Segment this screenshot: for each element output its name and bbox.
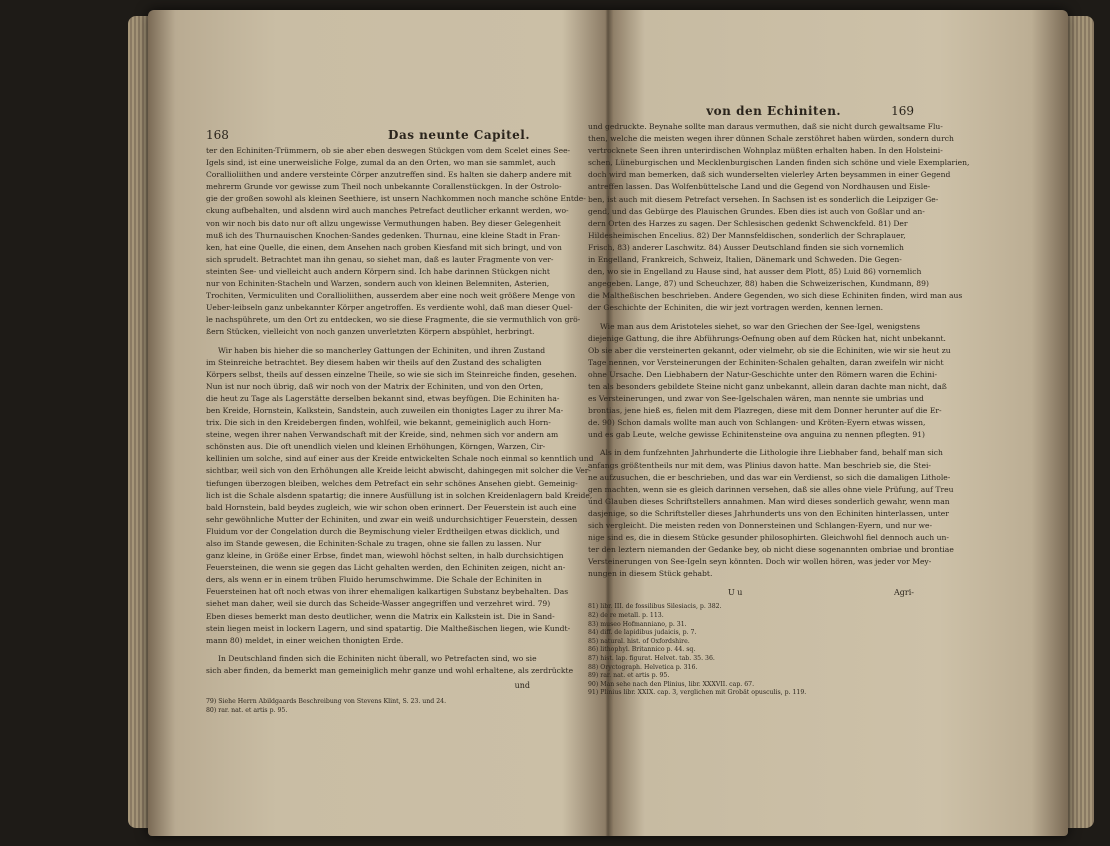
text-line: ne aufzusuchen, die er beschrieben, und das war ein Verdienst, so sich die damaligen Lithole-: [588, 472, 951, 482]
footnote: 86) lithophyl. Britannico p. 44. sq.: [588, 646, 696, 654]
footnote: 87) hist. lap. figurat. Helvet. tab. 35. 36.: [588, 655, 715, 663]
text-line: ckung aufbehalten, und alsdenn wird auch manches Petrefact deutlicher erkannt werden, wo-: [206, 206, 569, 216]
footnote: 88) Oryctograph. Helvetica p. 316.: [588, 663, 698, 671]
text-line: de. 90) Schon damals wollte man auch von Schlangen- und Kröten-Eyern etwas wissen,: [588, 418, 926, 428]
signature-mark: U u: [728, 588, 743, 598]
text-line: stein liegen meist in lockern Lagern, und sind spatartig. Die Maltheßischen liegen, wie Kundt-: [206, 623, 571, 633]
text-line: dern Orten des Harzes zu sagen. Der Schlesischen gedenkt Schwenckfeld. 81) Der: [588, 218, 908, 228]
text-line: Wir haben bis hieher die so mancherley Gattungen der Echiniten, und ihren Zustand: [218, 345, 546, 355]
text-line: Feuersteinen hat oft noch etwas von ihrer ehemaligen kalkartigen Substanz beybehalten. Das: [206, 587, 569, 597]
text-line: nige sind es, die in diesem Stücke gesunder philosophirten. Gleichwohl fiel dennoch auch un-: [588, 533, 949, 543]
footnote: 85) natural. hist. of Oxfordshire.: [588, 637, 690, 645]
text-line: mehrerm Grunde vor gewisse zum Theil noch unbekannte Corallenstückgen. In der Ostrolo-: [206, 182, 562, 192]
footnote: 90) Man sehe nach den Plinius, libr. XXXVII. cap. 67.: [588, 680, 755, 688]
right-page-body: [588, 121, 970, 580]
text-line: von wir noch bis dato nur oft allzu ungewisse Vermuthungen haben. Bey dieser Gelegenheit: [206, 218, 561, 228]
left-footnotes: [206, 698, 530, 715]
text-line: und es gab Leute, welche gewisse Echinitensteine ova anguina zu nennen pflegten. 91): [588, 430, 925, 440]
text-line: ßern Stücken, vielleicht von noch ganzen unverletzten Körpern abspühlet, herbringt.: [206, 327, 535, 337]
left-catchword-line: [206, 681, 530, 690]
text-line: nur von Echiniten-Stacheln und Warzen, sondern auch von kleinen Belemniten, Asterien,: [206, 279, 550, 289]
footnote: 83) museo Hofmanniano, p. 31.: [588, 620, 687, 628]
book-edge-right: [1064, 16, 1094, 828]
text-line: die Maltheßischen beschrieben. Andere Gegenden, wo sich diese Echiniten finden, wird man aus: [588, 291, 963, 301]
running-title: von den Echiniten.: [706, 104, 842, 118]
text-line: Ob sie aber die versteinerten gekannt, oder vielmehr, ob sie die Echiniten, wie wir sie heut zu: [588, 345, 951, 355]
text-line: die heut zu Tage als Lagerstätte derselben bekannt sind, etwas beyfügen. Die Echiniten ha-: [206, 393, 560, 403]
footnote: 82) de re metall. p. 113.: [588, 612, 664, 620]
text-line: in Engelland, Frankreich, Schweiz, Italien, Dänemark und Schweden. Die Gegen-: [588, 255, 902, 265]
text-line: ganz kleine, in Größe einer Erbse, findet man, wiewohl höchst selten, in halb durchsichtigen: [206, 551, 564, 561]
right-footnotes: [588, 603, 914, 698]
text-line: bald Hornstein, bald beydes zugleich, wie wir schon oben erinnert. Der Feuerstein ist auch eine: [206, 502, 577, 512]
left-page-body: [206, 145, 594, 677]
text-line: ben, ist auch mit diesem Petrefact versehen. In Sachsen ist es sonderlich die Leipziger Ge-: [588, 194, 939, 204]
text-line: sich sprudelt. Betrachtet man ihn genau, so siehet man, daß es lauter Fragmente von ver-: [206, 254, 554, 264]
text-line: diejenige Gattung, die ihre Abführungs-Oefnung oben auf dem Rücken hat, nicht unbekannt.: [588, 333, 946, 343]
text-line: Eben dieses bemerkt man desto deutlicher, wenn die Matrix ein Kalkstein ist. Die in Sand-: [206, 611, 555, 621]
catchword: und: [514, 681, 530, 691]
text-line: Körpers selbst, theils auf dessen einzelne Theile, so wie sie sich im Steinreiche finden, gesehen.: [206, 369, 577, 379]
text-line: dasjenige, so die Schriftsteller dieses Jahrhunderts uns von den Echiniten hinterlassen, unter: [588, 508, 949, 518]
text-line: schönsten aus. Die oft unendlich vielen und kleinen Erhöhungen, Körngen, Warzen, Cir-: [206, 442, 546, 452]
text-line: Ueber-leibseln ganz unbekannter Körper angetroffen. Es verdiente wohl, daß man dieser Quel-: [206, 303, 573, 313]
text-line: es Versteinerungen, und zwar von See-Igelschalen wären, man nennte sie umbrias und: [588, 394, 924, 404]
catchword: Agri-: [894, 588, 914, 598]
text-line: also im Stande gewesen, die Echiniten-Schale zu tragen, ohne sie fallen zu lassen. Nur: [206, 539, 542, 548]
text-line: gen machten, wenn sie es gleich darinnen versehen, daß sie alles ohne viele Prüfung, auf Treu: [588, 484, 954, 494]
footnote: 91) Plinius libr. XXIX. cap. 3, verglichen mit Grobät opusculis, p. 119.: [588, 689, 807, 697]
text-line: und Glauben dieses Schriftstellers annahmen. Man wird dieses sonderlich gewahr, wenn man: [588, 496, 950, 506]
paragraph: [588, 321, 951, 442]
text-line: muß ich des Thurnauischen Knochen-Sandes gedenken. Thurnau, eine kleine Stadt in Fran-: [206, 230, 561, 240]
text-line: ten als besonders gebildete Steine nicht ganz unbekannt, allein daran dachte man nicht, daß: [588, 381, 947, 391]
text-line: ken, hat eine Quelle, die einen, dem Ansehen nach groben Kiesfand mit sich bringt, und von: [206, 242, 562, 252]
text-line: brontias, jene hieß es, fielen mit dem Plazregen, diese mit dem Donner herunter auf die Er-: [588, 406, 942, 416]
text-line: antreffen lassen. Das Wolfenbüttelsche Land und die Gegend von Nordhausen und Eisle-: [588, 182, 931, 192]
text-line: sich aber finden, da bemerkt man gemeiniglich mehr ganze und wohl erhaltene, als zerdrückte: [206, 665, 574, 675]
text-line: doch wird man bemerken, daß sich wunderselten vielerley Arten beysammen in einer Gegend: [588, 170, 951, 180]
text-line: siehet man daher, weil sie durch das Scheide-Wasser angegriffen und verzehret wird. 79): [206, 599, 551, 609]
text-line: Tage nennen, vor Versteinerungen der Echiniten-Schalen gehalten, daran zweifeln wir nicht: [588, 357, 944, 367]
text-line: Corallioliithen und andere versteinte Cörper anzutreffen sind. Es halten sie daherp andere mit: [206, 170, 572, 180]
text-line: mann 80) meldet, in einer weichen thonigten Erde.: [206, 635, 404, 645]
text-line: lich ist die Schale alsdenn spatartig; die innere Ausfüllung ist in solchen Kreidenlagern bald Kreide,: [206, 490, 593, 500]
text-line: ohne Ursache. Den Liebhabern der Natur-Geschichte unter den Römern waren die Echini-: [588, 369, 938, 379]
text-line: steinten See- und vielleicht auch andern Körpern sind. Ich habe darinnen Stückgen nicht: [206, 266, 550, 276]
text-line: Fluidum vor der Congelation durch die Beymischung vieler Erdtheilgen etwas dicklich, und: [206, 526, 560, 536]
footnote: 84) diff. de lapidibus judaicis, p. 7.: [588, 629, 697, 637]
text-line: Versteinerungen von See-Igeln seyn könnten. Doch wir wollen hören, was jeder vor Mey-: [588, 557, 932, 567]
footnote: 79) Siehe Herrn Abildgaards Beschreibung von Stevens Klint, S. 23. und 24.: [206, 698, 447, 706]
text-line: Frisch, 83) anderer Laschwitz. 84) Ausser Deutschland finden sie sich vornemlich: [588, 242, 904, 252]
text-line: gie der großen sowohl als kleinen Seethiere, ist unsern Nachkommen noch manche schöne Entde-: [206, 194, 586, 204]
signature-line: [588, 588, 914, 597]
footnote: 89) rar. nat. et artis p. 95.: [588, 672, 670, 680]
paragraph: [206, 653, 574, 677]
text-line: sehr gewöhnliche Mutter der Echiniten, und zwar ein weiß undurchsichtiger Feuerstein, dessen: [206, 514, 578, 524]
paragraph: [206, 345, 594, 647]
text-line: der Geschichte der Echiniten, die wir jezt vortragen werden, kennen lernen.: [588, 303, 884, 313]
footnote: 80) rar. nat. et artis p. 95.: [206, 706, 288, 714]
page-number: 169: [891, 104, 914, 118]
text-line: schen, Lüneburgischen und Mecklenburgischen Landen finden sich schöne und viele Exemplarien,: [588, 158, 970, 168]
paragraph: [588, 121, 970, 315]
text-line: den, wo sie in Engelland zu Hause sind, hat ausser dem Plott, 85) Luid 86) vornemlich: [588, 267, 922, 277]
footnote: 81) libr. III. de fossilibus Silesiacis, p. 382.: [588, 603, 722, 611]
text-line: kellinien um solche, sind auf einer aus der Kreide entwickelten Schale noch einmal so kenntlich und: [206, 454, 594, 464]
chapter-title: Das neunte Capitel.: [388, 128, 530, 142]
text-line: Nun ist nur noch übrig, daß wir noch von der Matrix der Echiniten, und von den Orten,: [206, 381, 544, 391]
text-line: Als in dem funfzehnten Jahrhunderte die Lithologie ihre Liebhaber fand, behalf man sich: [600, 448, 943, 458]
text-line: im Steinreiche betrachtet. Bey diesem haben wir theils auf den Zustand des schaligten: [206, 357, 542, 367]
text-line: Trochiten, Vermiculiten und Corallioliithen, ausserdem aber eine noch weit größere Menge von: [206, 291, 576, 301]
text-line: ders, als wenn er in einem trüben Fluido herumschwimme. Die Schale der Echiniten in: [206, 575, 542, 585]
text-line: tiefungen überzogen bleiben, welches dem Petrefact ein sehr schönes Ansehen giebt. Gemeinig-: [206, 478, 578, 488]
text-line: sichtbar, weil sich von den Erhöhungen alle Kreide leicht abwischt, dahingegen mit solcher die Ver-: [206, 466, 591, 476]
text-line: Wie man aus dem Aristoteles siehet, so war den Griechen der See-Igel, wenigstens: [600, 321, 921, 331]
text-line: vertrocknete Seen ihren unterirdischen Wohnplaz müßten erhalten haben. In den Holsteini-: [588, 146, 943, 156]
paragraph: [588, 447, 954, 580]
text-line: und gedruckte. Beynahe sollte man daraus vermuthen, daß sie nicht durch gewaltsame Flu-: [588, 122, 943, 131]
text-line: ter den leztern niemanden der Gedanke bey, ob nicht diese sogenannten ombriae und brontiae: [588, 545, 954, 555]
page-number: 168: [206, 128, 229, 142]
text-line: trix. Die sich in den Kreidebergen finden, wohlfeil, wie bekannt, gemeiniglich auch Horn-: [206, 418, 551, 428]
left-page: [206, 128, 594, 715]
left-running-head: [206, 128, 530, 142]
text-line: ben Kreide, Hornstein, Kalkstein, Sandstein, auch zuweilen ein thonigtes Lager zu ihrer Ma-: [206, 405, 564, 415]
text-line: nungen in diesem Stück gehabt.: [588, 569, 713, 579]
right-running-head: [588, 104, 914, 118]
text-line: In Deutschland finden sich die Echiniten nicht überall, wo Petrefacten sind, wo sie: [218, 653, 537, 663]
text-line: ter den Echiniten-Trümmern, ob sie aber eben deswegen Stückgen vom dem Scelet eines See-: [206, 146, 571, 155]
text-line: steine, wegen ihrer nahen Verwandschaft mit der Kreide, sind, nehmen sich vor andern am: [206, 430, 559, 440]
text-line: Igels sind, ist eine unerweisliche Folge, zumal da an den Orten, wo man sie sammlet, auch: [206, 158, 556, 168]
text-line: Feuersteinen, die wenn sie gegen das Licht gehalten werden, den Echiniten zeigen, nicht an-: [206, 563, 566, 573]
text-line: gend, und das Gebürge des Plauischen Grundes. Eben dies ist auch von Goßlar und an-: [588, 206, 925, 216]
text-line: then, welche die meisten wegen ihrer dünnen Schale zerstöhret haben würden, sondern durch: [588, 134, 954, 144]
text-line: le nachspührete, um den Ort zu entdecken, wo sie diese Fragmente, die sie vermuthlich von grö-: [206, 315, 581, 325]
right-page: [588, 104, 970, 698]
text-line: angegeben. Lange, 87) und Scheuchzer, 88) haben die Schweizerischen, Kundmann, 89): [588, 279, 929, 289]
text-line: anfangs größtentheils nur mit dem, was Plinius davon hatte. Man beschrieb sie, die Stei-: [588, 460, 931, 470]
paragraph: [206, 145, 586, 339]
text-line: sich vergleicht. Die meisten reden von Donnersteinen und Schlangen-Eyern, und nur we-: [588, 521, 933, 530]
text-line: Hildesheimischen Encelius. 82) Der Mannsfeldischen, sonderlich der Schraplauer,: [588, 230, 906, 240]
